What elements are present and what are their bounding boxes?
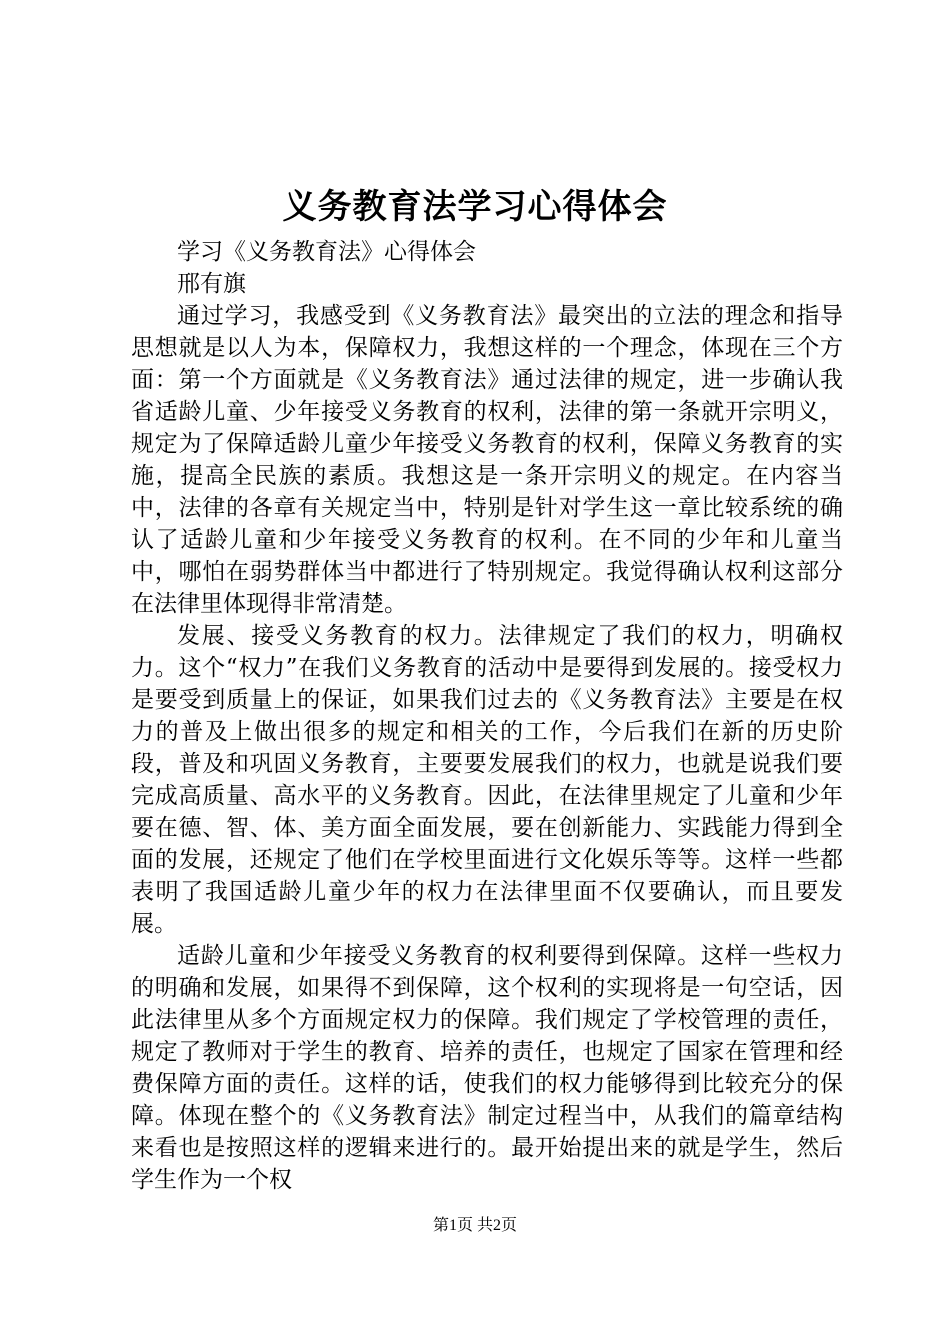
paragraph: 发展、接受义务教育的权力。法律规定了我们的权力，明确权力。这个“权力”在我们义务教育的活动中是要得到发展的。接受权力是要受到质量上的保证，如果我们过去的《义务教育法》主要是在权力的普及上做出很多的规定和相关的工作，今后我们在新的历史阶段，普及和巩固义务教育，主要要发展我们的权力，也就是说我们要完成高质量、高水平的义务教育。因此，在法律里规定了儿童和少年要在德、智、体、美方面全面发展，要在创新能力、实践能力得到全面的发展，还规定了他们在学校里面进行文化娱乐等等。这样一些都表明了我国适龄儿童少年的权力在法律里面不仅要确认，而且要发展。 (131, 623, 843, 937)
document-author: 邢有旗 (177, 271, 246, 297)
page-footer: 第1页 共2页 (432, 1217, 517, 1234)
document-subtitle: 学习《义务教育法》心得体会 (177, 239, 476, 265)
paragraph: 通过学习，我感受到《义务教育法》最突出的立法的理念和指导思想就是以人为本，保障权力，我想这样的一个理念，体现在三个方面：第一个方面就是《义务教育法》通过法律的规定，进一步确认我省适龄儿童、少年接受义务教育的权利，法律的第一条就开宗明义，规定为了保障适龄儿童少年接受义务教育的权利，保障义务教育的实施，提高全民族的素质。我想这是一条开宗明义的规定。在内容当中，法律的各章有关规定当中，特别是针对学生这一章比较系统的确认了适龄儿童和少年接受义务教育的权利。在不同的少年和儿童当中，哪怕在弱势群体当中都进行了特别规定。我觉得确认权利这部分在法律里体现得非常清楚。 (131, 303, 843, 617)
document-title: 义务教育法学习心得体会 (282, 187, 668, 227)
document-body (131, 236, 843, 1196)
paragraph: 适龄儿童和少年接受义务教育的权利要得到保障。这样一些权力的明确和发展，如果得不到保障，这个权利的实现将是一句空话，因此法律里从多个方面规定权力的保障。我们规定了学校管理的责任，规定了教师对于学生的教育、培养的责任，也规定了国家在管理和经费保障方面的责任。这样的话，使我们的权力能够得到比较充分的保障。体现在整个的《义务教育法》制定过程当中，从我们的篇章结构来看也是按照这样的逻辑来进行的。最开始提出来的就是学生，然后学生作为一个权 (131, 943, 843, 1193)
